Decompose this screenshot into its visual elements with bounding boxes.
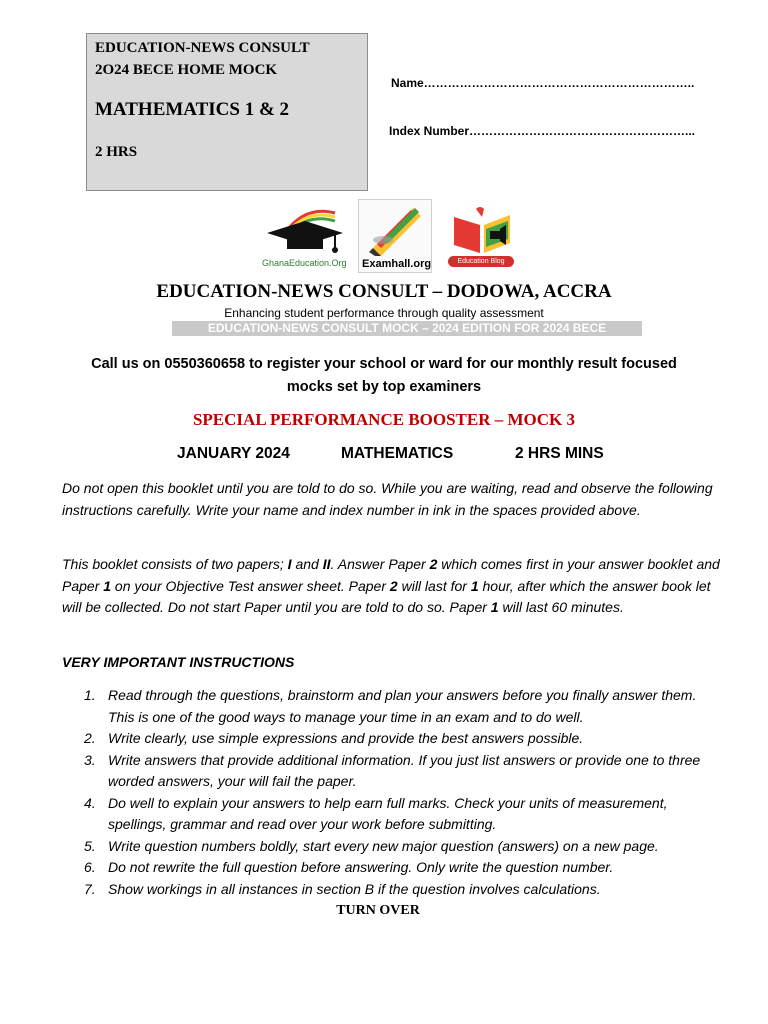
- para2-text: and: [291, 556, 323, 572]
- exam-date: JANUARY 2024: [177, 445, 290, 462]
- paper-ii-label: II: [322, 556, 331, 572]
- list-item-text: Write question numbers boldly, start every new major question (answers) on a new page.: [108, 837, 659, 854]
- para2-text: This booklet consists of two papers;: [62, 556, 288, 572]
- org-title: EDUCATION-NEWS CONSULT – DODOWA, ACCRA: [156, 281, 612, 302]
- para2-text: which comes first in your answer booklet and Paper: [62, 556, 720, 594]
- list-item-text: Do well to explain your answers to help earn full marks. Check your units of measurement, spellings, grammar and read over your work before submitting.: [108, 794, 668, 832]
- header-org: EDUCATION-NEWS CONSULT: [95, 40, 310, 56]
- name-field: Name…………………………………………………………..: [391, 76, 695, 90]
- turn-over-label: TURN OVER: [336, 903, 420, 918]
- header-duration: 2 HRS: [95, 144, 138, 160]
- paper-number: 2: [429, 556, 438, 572]
- list-item-number: 4.: [84, 794, 96, 811]
- education-blog-logo-text: Education Blog: [448, 256, 514, 267]
- para2-text: will last for: [397, 577, 471, 594]
- call-line-2: mocks set by top examiners: [286, 379, 482, 395]
- para2-text: will last 60 minutes.: [498, 599, 624, 615]
- para2-text: . Answer Paper: [330, 556, 430, 572]
- list-item-number: 5.: [84, 837, 96, 854]
- examhall-logo-text: Examhall.org: [362, 258, 432, 270]
- booklet-description: [62, 554, 722, 619]
- header-mock: 2O24 BECE HOME MOCK: [95, 62, 278, 78]
- list-item: [84, 750, 724, 793]
- exam-subject: MATHEMATICS: [341, 445, 454, 462]
- list-item-number: 6.: [84, 859, 96, 875]
- list-item: [84, 728, 724, 750]
- paper-i-label: I: [287, 556, 292, 572]
- graduation-cap-logo-icon: [265, 203, 345, 255]
- ghana-education-logo-text: GhanaEducation.Org: [262, 258, 347, 268]
- call-line-1: Call us on 0550360658 to register your school or ward for our monthly result focused: [91, 356, 677, 372]
- para2-text: on your Objective Test answer sheet. Paper: [111, 577, 390, 594]
- para2-text: hour, after which the answer book let will be collected. Do not start Paper until you are told to do so. Paper: [62, 577, 711, 615]
- list-item-text: Write answers that provide additional information. If you just list answers or provide one to three worded answers, your will fail the paper.: [108, 751, 701, 789]
- edition-banner: EDUCATION-NEWS CONSULT MOCK – 2024 EDITION FOR 2024 BECE: [172, 321, 642, 336]
- paper-number: 2: [389, 577, 398, 594]
- exam-duration: 2 HRS MINS: [515, 445, 604, 462]
- list-item-text: Do not rewrite the full question before answering. Only write the question number.: [108, 859, 614, 875]
- list-item: [84, 857, 724, 879]
- hour-number: 1: [470, 577, 479, 594]
- list-item: [84, 685, 724, 728]
- list-item-number: 7.: [84, 880, 96, 897]
- call-to-register: [60, 353, 708, 399]
- list-item: [84, 836, 724, 858]
- list-item-number: 3.: [84, 751, 96, 768]
- instructions-heading: VERY IMPORTANT INSTRUCTIONS: [62, 654, 295, 670]
- booster-heading: SPECIAL PERFORMANCE BOOSTER – MOCK 3: [192, 410, 576, 429]
- tagline: Enhancing student performance through quality assessment: [224, 306, 544, 320]
- opening-instructions: Do not open this booklet until you are told to do so. While you are waiting, read and observe the following instructions carefully. Write your name and index number in ink in the spaces provided above.: [62, 480, 713, 518]
- index-number-field: Index Number………………………………………………...: [389, 124, 696, 138]
- list-item-number: 2.: [84, 730, 96, 746]
- paper-number: 1: [103, 577, 112, 594]
- list-item-text: Show workings in all instances in section B if the question involves calculations.: [108, 880, 601, 897]
- pencil-icon: [359, 200, 431, 256]
- list-item: [84, 793, 724, 836]
- paper-number: 1: [490, 599, 499, 615]
- instructions-list: [84, 685, 724, 900]
- list-item-number: 1.: [84, 687, 96, 703]
- list-item: [84, 879, 724, 901]
- list-item-text: Write clearly, use simple expressions and provide the best answers possible.: [108, 730, 584, 746]
- list-item-text: Read through the questions, brainstorm and plan your answers before you finally answer them. This is one of the good ways to manage your time in an exam and to do well.: [108, 687, 697, 725]
- header-subject: MATHEMATICS 1 & 2: [95, 99, 290, 120]
